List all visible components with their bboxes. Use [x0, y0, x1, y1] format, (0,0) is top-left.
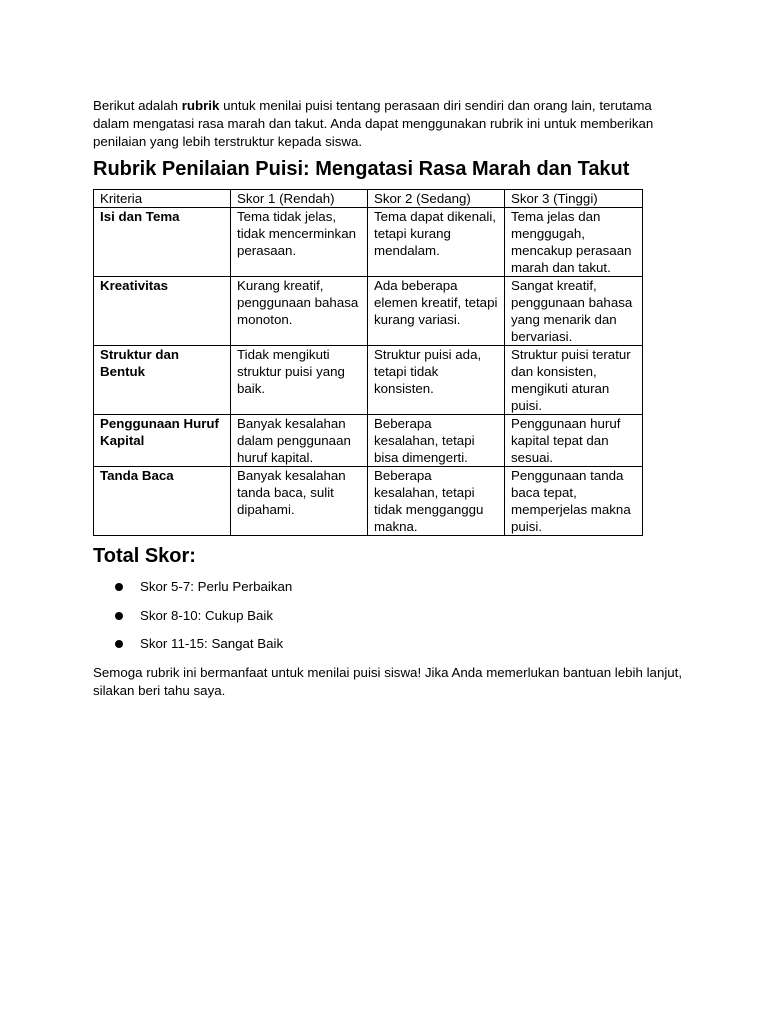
- rubric-table: [93, 189, 643, 536]
- table-row: [94, 467, 643, 536]
- score-3-cell: Struktur puisi teratur dan konsisten, mengikuti aturan puisi.: [505, 346, 643, 415]
- criteria-cell: Kreativitas: [94, 277, 231, 346]
- score-2-cell: Tema dapat dikenali, tetapi kurang mendalam.: [368, 208, 505, 277]
- score-range-text: Skor 8-10: Cukup Baik: [140, 607, 274, 623]
- total-score-heading: Total Skor:: [93, 545, 196, 567]
- list-item: [115, 578, 683, 596]
- score-1-cell: Banyak kesalahan tanda baca, sulit dipahami.: [231, 467, 368, 536]
- intro-text-start: Berikut adalah: [93, 98, 182, 113]
- criteria-cell: Tanda Baca: [94, 467, 231, 536]
- list-item: [115, 635, 683, 653]
- score-3-cell: Penggunaan huruf kapital tepat dan sesuai.: [505, 415, 643, 467]
- table-row: [94, 277, 643, 346]
- score-2-cell: Beberapa kesalahan, tetapi tidak mengganggu makna.: [368, 467, 505, 536]
- intro-paragraph: [93, 97, 683, 151]
- header-skor-1: Skor 1 (Rendah): [231, 190, 368, 208]
- list-item: [115, 607, 683, 625]
- score-2-cell: Beberapa kesalahan, tetapi bisa dimengerti.: [368, 415, 505, 467]
- table-row: [94, 208, 643, 277]
- score-1-cell: Tidak mengikuti struktur puisi yang baik.: [231, 346, 368, 415]
- score-range-text: Skor 5-7: Perlu Perbaikan: [140, 579, 293, 594]
- score-list: [93, 578, 683, 653]
- header-skor-2: Skor 2 (Sedang): [368, 190, 505, 208]
- table-row: [94, 415, 643, 467]
- score-3-cell: Tema jelas dan menggugah, mencakup perasaan marah dan takut.: [505, 208, 643, 277]
- score-3-cell: Penggunaan tanda baca tepat, memperjelas makna puisi.: [505, 467, 643, 536]
- score-3-cell: Sangat kreatif, penggunaan bahasa yang menarik dan bervariasi.: [505, 277, 643, 346]
- bullet-icon: [115, 612, 123, 620]
- criteria-cell: Isi dan Tema: [94, 208, 231, 277]
- bullet-icon: [115, 640, 123, 648]
- score-1-cell: Kurang kreatif, penggunaan bahasa monoton.: [231, 277, 368, 346]
- table-header-row: [94, 190, 643, 208]
- header-kriteria: Kriteria: [94, 190, 231, 208]
- closing-paragraph: Semoga rubrik ini bermanfaat untuk menilai puisi siswa! Jika Anda memerlukan bantuan lebih lanjut, silakan beri tahu saya.: [93, 664, 683, 698]
- rubric-title: Rubrik Penilaian Puisi: Mengatasi Rasa Marah dan Takut: [93, 158, 630, 180]
- score-1-cell: Tema tidak jelas, tidak mencerminkan perasaan.: [231, 208, 368, 277]
- score-2-cell: Ada beberapa elemen kreatif, tetapi kurang variasi.: [368, 277, 505, 346]
- score-1-cell: Banyak kesalahan dalam penggunaan huruf kapital.: [231, 415, 368, 467]
- intro-bold-word: rubrik: [181, 98, 220, 113]
- criteria-cell: Struktur dan Bentuk: [94, 346, 231, 415]
- score-range-text: Skor 11-15: Sangat Baik: [140, 636, 284, 651]
- bullet-icon: [115, 583, 123, 591]
- intro-text-rest: untuk menilai puisi tentang perasaan diri sendiri dan orang lain, terutama dalam mengatasi rasa marah dan takut. Anda dapat menggunakan rubrik ini untuk memberikan penilaian yang lebih terstruktur kepada siswa.: [93, 98, 654, 149]
- header-skor-3: Skor 3 (Tinggi): [505, 190, 643, 208]
- document-page: [93, 97, 683, 700]
- score-2-cell: Struktur puisi ada, tetapi tidak konsisten.: [368, 346, 505, 415]
- table-row: [94, 346, 643, 415]
- criteria-cell: Penggunaan Huruf Kapital: [94, 415, 231, 467]
